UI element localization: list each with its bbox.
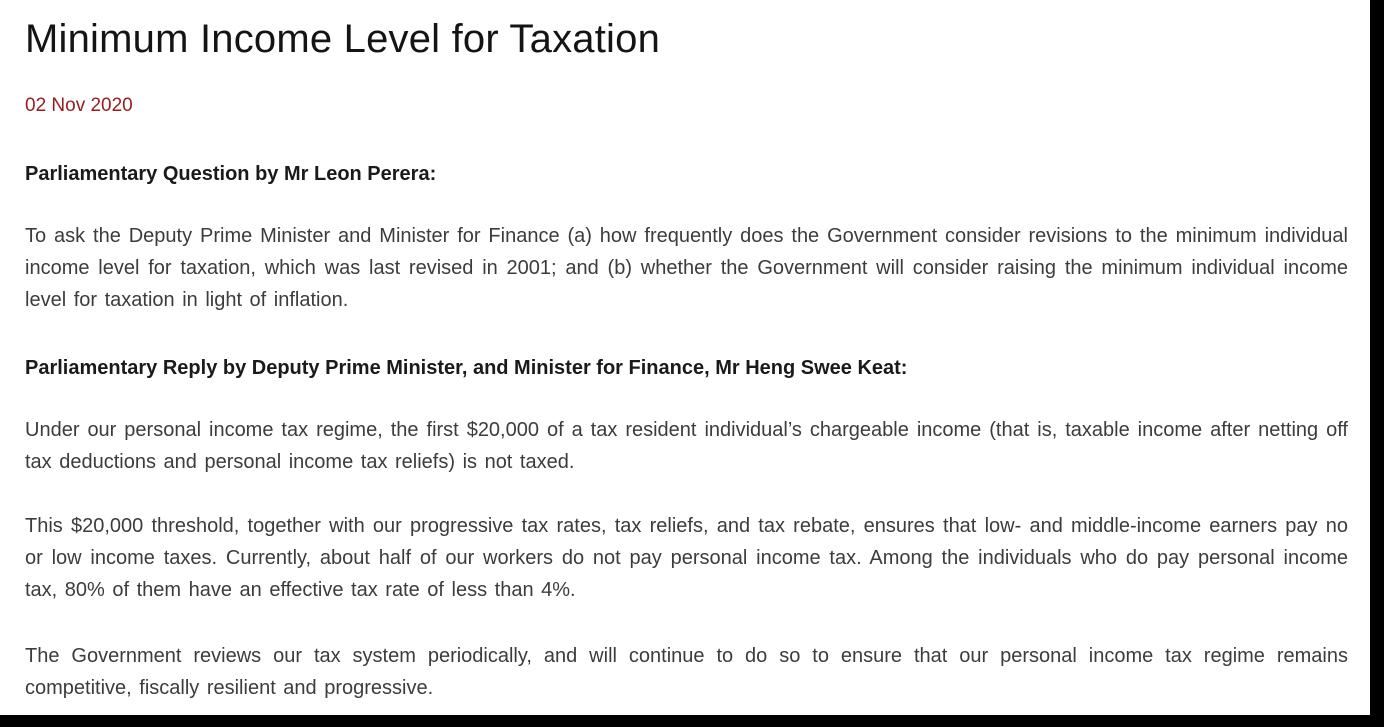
question-heading: Parliamentary Question by Mr Leon Perera:	[25, 163, 437, 185]
question-paragraph: To ask the Deputy Prime Minister and Minister for Finance (a) how frequently does the Government consider revisions to the minimum individual income level for taxation, which was last revised in 2001; and (b) whether the Government will consider raising the minimum individual income level for taxation in light of inflation.	[25, 225, 1348, 311]
reply-paragraph-1: Under our personal income tax regime, the first $20,000 of a tax resident individual’s chargeable income (that is, taxable income after netting off tax deductions and personal income tax reliefs) is not taxed.	[25, 419, 1348, 473]
right-edge-border	[1370, 0, 1384, 727]
reply-heading: Parliamentary Reply by Deputy Prime Minister, and Minister for Finance, Mr Heng Swee Keat:	[25, 357, 908, 379]
reply-paragraph-3: The Government reviews our tax system periodically, and will continue to do so to ensure that our personal income tax regime remains competitive, fiscally resilient and progressive.	[25, 645, 1348, 699]
document-content	[0, 14, 1384, 704]
bottom-edge-border	[0, 715, 1384, 727]
page-title: Minimum Income Level for Taxation	[25, 17, 661, 61]
publish-date: 02 Nov 2020	[25, 95, 133, 116]
reply-paragraph-2: This $20,000 threshold, together with our progressive tax rates, tax reliefs, and tax rebate, ensures that low- and middle-income earners pay no or low income taxes. Currently, about half of our workers do not pay personal income tax. Among the individuals who do pay personal income tax, 80% of them have an effective tax rate of less than 4%.	[25, 515, 1348, 601]
